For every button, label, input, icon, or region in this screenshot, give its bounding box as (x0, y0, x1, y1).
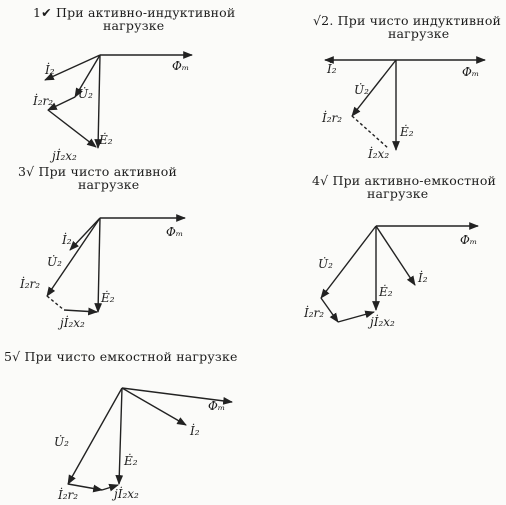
diagram-2-current-label: İ₂ (327, 62, 337, 76)
diagram-3-heading-line1: 3√ При чисто активной (18, 164, 178, 179)
diagram-5-current-label: İ₂ (190, 424, 200, 438)
diagram-5-voltage-label: U̇₂ (54, 435, 69, 449)
resistive-drop-vector (47, 296, 64, 310)
diagram-2-flux-label: Φₘ (462, 65, 480, 79)
diagram-5-heading-line1: 5√ При чисто емкостной нагрузке (4, 349, 238, 364)
diagram-4-current-label: İ₂ (418, 271, 428, 285)
reactive-drop-vector (64, 310, 97, 312)
diagram-4-emf-label: Ė₂ (379, 285, 393, 299)
diagram-4-ir-label: İ₂r₂ (304, 306, 325, 320)
emf-vector (98, 218, 100, 312)
current-vector (70, 218, 100, 250)
diagram-1-voltage-label: U̇₂ (78, 87, 93, 101)
diagram-2-heading-line1: √2. При чисто индуктивной (313, 13, 502, 28)
diagram-4-heading-line1: 4√ При активно-емкостной (312, 173, 497, 188)
diagram-3-ir-label: İ₂r₂ (20, 277, 41, 291)
diagram-1-emf-label: Ė₂ (99, 133, 113, 147)
diagram-1-phasors (45, 55, 192, 148)
diagram-5-jix-label: jİ₂x₂ (114, 487, 139, 501)
diagram-1-heading (33, 6, 235, 32)
diagram-4-heading (312, 174, 496, 200)
reactive-drop-vector (48, 110, 96, 147)
diagram-2-ir-label: İ₂r₂ (322, 111, 343, 125)
reactive-drop-vector (338, 312, 374, 322)
diagram-4-phasors (321, 226, 478, 322)
diagram-2-heading-line2: нагрузке (388, 26, 450, 41)
diagram-4-voltage-label: U̇₂ (318, 257, 333, 271)
diagram-2-voltage-label: U̇₂ (354, 83, 369, 97)
diagram-1-heading-line2: нагрузке (103, 18, 165, 33)
diagram-2-emf-label: Ė₂ (400, 125, 414, 139)
diagram-3-heading (18, 165, 177, 191)
diagram-3-flux-label: Φₘ (166, 225, 184, 239)
diagram-1-flux-label: Φₘ (172, 59, 190, 73)
diagram-1-jix-label: jİ₂x₂ (52, 149, 77, 163)
diagram-1-current-label: İ₂ (45, 63, 55, 77)
voltage-vector (68, 388, 122, 484)
diagram-5-heading (4, 350, 238, 363)
diagram-3-heading-line2: нагрузке (78, 177, 140, 192)
diagram-4-heading-line2: нагрузке (367, 186, 429, 201)
diagram-4-jix-label: jİ₂x₂ (370, 315, 395, 329)
diagram-3-current-label: İ₂ (62, 233, 72, 247)
diagram-5-emf-label: Ė₂ (124, 454, 138, 468)
diagram-3-voltage-label: U̇₂ (47, 255, 62, 269)
resistive-drop-vector (352, 116, 388, 148)
diagram-1-heading-line1: 1✔ При активно-индуктивной (33, 5, 236, 20)
diagram-3-jix-label: jİ₂x₂ (60, 316, 85, 330)
diagram-5-flux-label: Φₘ (208, 399, 226, 413)
diagram-1-ir-label: İ₂r₂ (33, 94, 54, 108)
diagram-3-emf-label: Ė₂ (101, 291, 115, 305)
diagram-2-heading (313, 14, 501, 40)
diagram-5-ir-label: İ₂r₂ (58, 488, 79, 502)
emf-vector (119, 388, 122, 484)
diagram-2-ix-label: İ₂x₂ (368, 147, 390, 161)
current-vector (122, 388, 186, 425)
diagram-4-flux-label: Φₘ (460, 233, 478, 247)
current-vector (376, 226, 415, 285)
